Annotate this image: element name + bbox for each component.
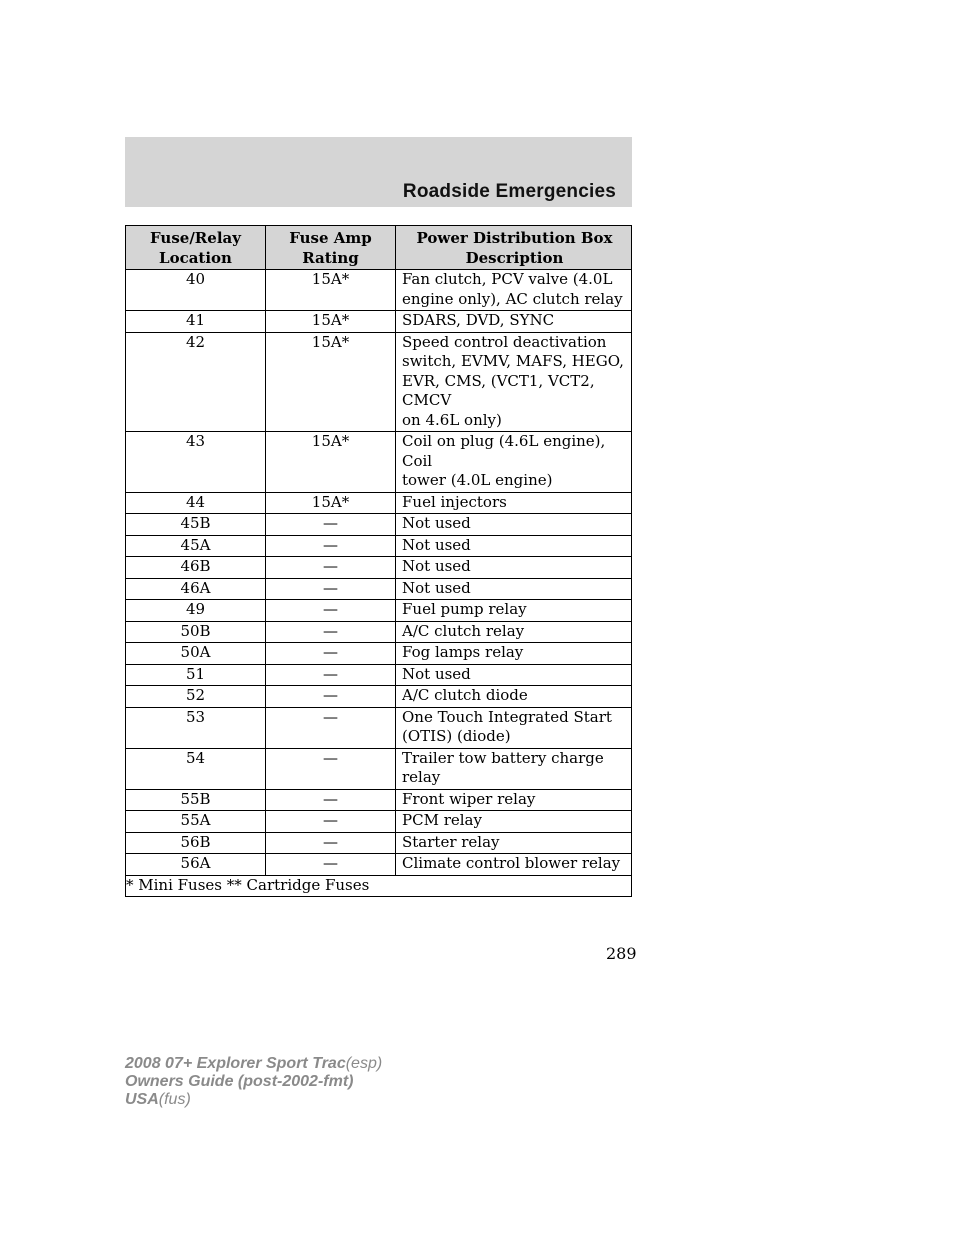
section-title: Roadside Emergencies [402, 181, 616, 202]
cell-description [396, 643, 632, 665]
cell-description [396, 578, 632, 600]
description-line: Front wiper relay [402, 789, 536, 808]
cell-description [396, 557, 632, 579]
table-row [126, 854, 632, 876]
cell-rating: 15A* [266, 332, 396, 432]
cell-description [396, 854, 632, 876]
cell-location: 45B [126, 514, 266, 536]
cell-description [396, 535, 632, 557]
table-row [126, 686, 632, 708]
description-line: Trailer tow battery charge relay [402, 748, 604, 786]
cell-description [396, 514, 632, 536]
cell-description [396, 600, 632, 622]
cell-rating: — [266, 514, 396, 536]
table-footnote: * Mini Fuses ** Cartridge Fuses [126, 875, 632, 897]
table-row [126, 535, 632, 557]
table-row [126, 811, 632, 833]
table-body [126, 270, 632, 876]
cell-rating: — [266, 707, 396, 748]
cell-location: 56A [126, 854, 266, 876]
description-line: Coil on plug (4.6L engine), Coil [402, 432, 606, 470]
cell-location: 45A [126, 535, 266, 557]
table-row [126, 514, 632, 536]
cell-description [396, 432, 632, 493]
description-line: engine only), AC clutch relay [402, 289, 623, 308]
cell-rating: — [266, 578, 396, 600]
cell-rating: — [266, 664, 396, 686]
description-line: switch, EVMV, MAFS, HEGO, [402, 352, 624, 370]
footer-line-1: 2008 07+ Explorer Sport Trac(esp) [125, 1055, 383, 1072]
cell-rating: — [266, 600, 396, 622]
header-description: Power Distribution Box Description [396, 226, 632, 270]
table-footnote-row [126, 875, 632, 897]
cell-location: 53 [126, 707, 266, 748]
description-line: Fuel injectors [402, 492, 507, 511]
cell-rating: — [266, 854, 396, 876]
description-line: Not used [402, 578, 471, 597]
cell-location: 54 [126, 748, 266, 789]
description-line: tower (4.0L engine) [402, 471, 553, 489]
cell-rating: — [266, 789, 396, 811]
cell-rating: 15A* [266, 432, 396, 493]
cell-rating: — [266, 832, 396, 854]
description-line: Not used [402, 535, 471, 554]
cell-description [396, 832, 632, 854]
description-line: PCM relay [402, 811, 482, 829]
fuse-table [125, 225, 632, 897]
cell-rating: — [266, 621, 396, 643]
cell-description [396, 664, 632, 686]
description-line: A/C clutch relay [402, 621, 525, 640]
cell-description [396, 311, 632, 333]
cell-rating: — [266, 557, 396, 579]
description-line: Fan clutch, PCV valve (4.0L [402, 270, 613, 288]
cell-rating: — [266, 686, 396, 708]
description-line: Starter relay [402, 832, 500, 851]
description-line: (OTIS) (diode) [402, 727, 511, 745]
cell-description [396, 492, 632, 514]
description-line: EVR, CMS, (VCT1, VCT2, CMCV [402, 371, 595, 409]
cell-location: 52 [126, 686, 266, 708]
table-row [126, 600, 632, 622]
description-line: Not used [402, 514, 471, 532]
table-row [126, 311, 632, 333]
cell-description [396, 621, 632, 643]
table-row [126, 332, 632, 432]
cell-rating: 15A* [266, 492, 396, 514]
cell-location: 55B [126, 789, 266, 811]
page-number: 289 [606, 944, 637, 963]
cell-location: 49 [126, 600, 266, 622]
table-row [126, 432, 632, 493]
cell-location: 43 [126, 432, 266, 493]
cell-location: 50A [126, 643, 266, 665]
cell-location: 44 [126, 492, 266, 514]
cell-location: 41 [126, 311, 266, 333]
cell-description [396, 789, 632, 811]
description-line: One Touch Integrated Start [402, 707, 612, 726]
cell-location: 46A [126, 578, 266, 600]
cell-location: 46B [126, 557, 266, 579]
section-header-band [125, 137, 632, 207]
table-row [126, 707, 632, 748]
cell-description [396, 332, 632, 432]
cell-location: 56B [126, 832, 266, 854]
table-row [126, 748, 632, 789]
cell-location: 42 [126, 332, 266, 432]
cell-rating: — [266, 535, 396, 557]
header-rating: Fuse Amp Rating [266, 226, 396, 270]
table-row [126, 621, 632, 643]
cell-rating: — [266, 811, 396, 833]
description-line: Fuel pump relay [402, 600, 527, 618]
cell-rating: 15A* [266, 311, 396, 333]
table-row [126, 832, 632, 854]
description-line: Fog lamps relay [402, 643, 524, 661]
footer-line-3: USA(fus) [125, 1091, 191, 1108]
description-line: Not used [402, 557, 471, 575]
table-row [126, 664, 632, 686]
cell-location: 51 [126, 664, 266, 686]
table-row [126, 492, 632, 514]
cell-location: 55A [126, 811, 266, 833]
document-footer [125, 1055, 382, 1109]
cell-description [396, 748, 632, 789]
cell-location: 50B [126, 621, 266, 643]
cell-description [396, 270, 632, 311]
table-row [126, 643, 632, 665]
description-line: on 4.6L only) [402, 410, 502, 429]
cell-description [396, 707, 632, 748]
cell-description [396, 811, 632, 833]
header-location: Fuse/Relay Location [126, 226, 266, 270]
cell-rating: 15A* [266, 270, 396, 311]
table-row [126, 557, 632, 579]
description-line: SDARS, DVD, SYNC [402, 311, 555, 329]
table-header-row [126, 226, 632, 270]
table-row [126, 789, 632, 811]
cell-description [396, 686, 632, 708]
cell-rating: — [266, 748, 396, 789]
description-line: A/C clutch diode [402, 686, 528, 704]
description-line: Climate control blower relay [402, 854, 621, 872]
table-row [126, 578, 632, 600]
cell-rating: — [266, 643, 396, 665]
description-line: Not used [402, 664, 471, 683]
table-row [126, 270, 632, 311]
footer-line-2: Owners Guide (post-2002-fmt) [125, 1073, 354, 1090]
cell-location: 40 [126, 270, 266, 311]
description-line: Speed control deactivation [402, 332, 607, 351]
